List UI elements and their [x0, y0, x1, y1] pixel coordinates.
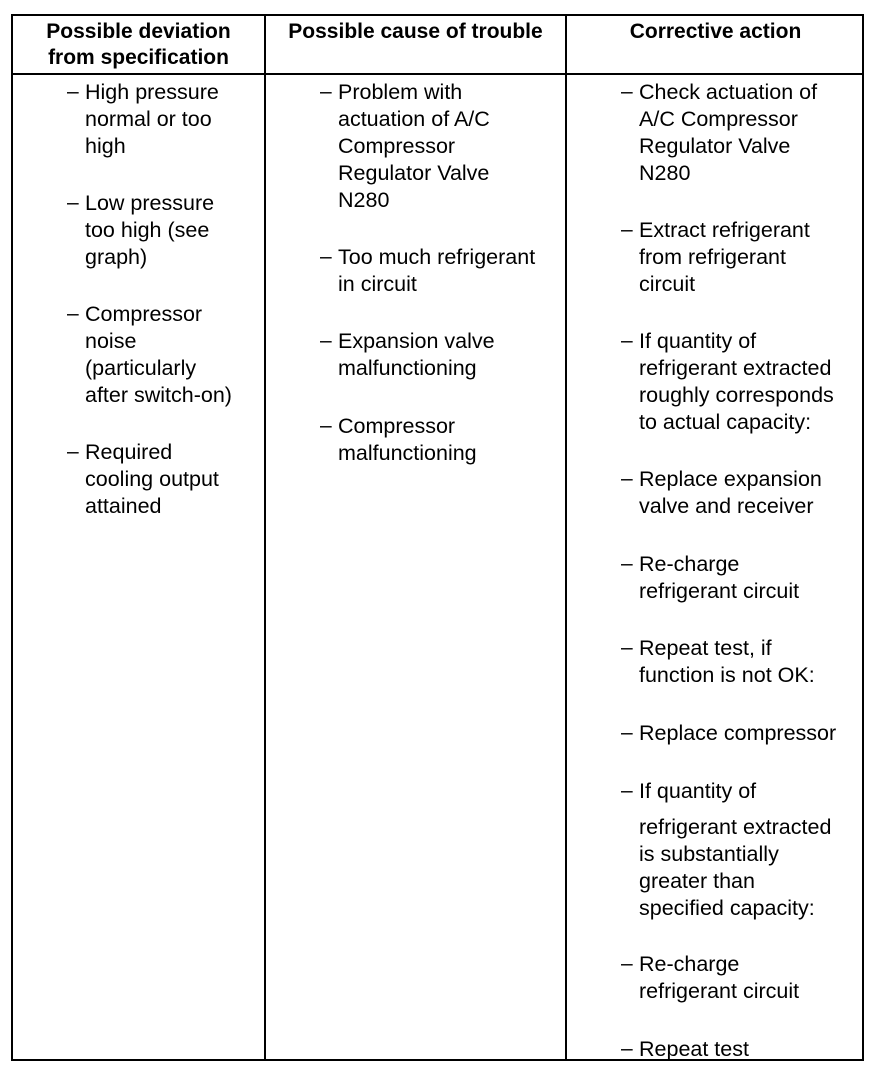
header-action: Corrective action — [629, 20, 802, 43]
cause-item: – Problem with actuation of A/C Compressor Regulator Valve N280 — [320, 80, 490, 212]
deviation-item: – Compressor noise (particularly after switch-on) — [67, 302, 232, 407]
header-cause: Possible cause of trouble — [288, 20, 543, 43]
troubleshooting-table — [11, 14, 864, 1061]
action-item: – Replace compressor — [621, 721, 837, 745]
action-item-continued: refrigerant extracted is substantially greater than specified capacity: — [639, 815, 832, 920]
action-item: – Repeat test — [621, 1037, 749, 1061]
action-item: – Re-charge refrigerant circuit — [621, 552, 800, 603]
cause-item: – Expansion valve malfunctioning — [320, 329, 495, 380]
cause-item: – Compressor malfunctioning — [320, 414, 477, 465]
cause-item: – Too much refrigerant in circuit — [320, 245, 536, 296]
action-item: – Extract refrigerant from refrigerant circuit — [621, 218, 810, 296]
header-divider — [13, 73, 862, 75]
action-item: – Check actuation of A/C Compressor Regulator Valve N280 — [621, 80, 818, 185]
column-divider — [264, 16, 266, 1059]
action-item: – If quantity of refrigerant extracted roughly corresponds to actual capacity: — [621, 329, 834, 434]
action-item: – Re-charge refrigerant circuit — [621, 952, 800, 1003]
deviation-item: – Low pressure too high (see graph) — [67, 191, 215, 269]
action-item: – If quantity of — [621, 779, 757, 803]
header-deviation: Possible deviation from specification — [46, 20, 231, 69]
deviation-item: – High pressure normal or too high — [67, 80, 219, 158]
action-item: – Replace expansion valve and receiver — [621, 467, 822, 518]
deviation-item: – Required cooling output attained — [67, 440, 219, 518]
column-divider — [565, 16, 567, 1059]
action-item: – Repeat test, if function is not OK: — [621, 636, 815, 687]
